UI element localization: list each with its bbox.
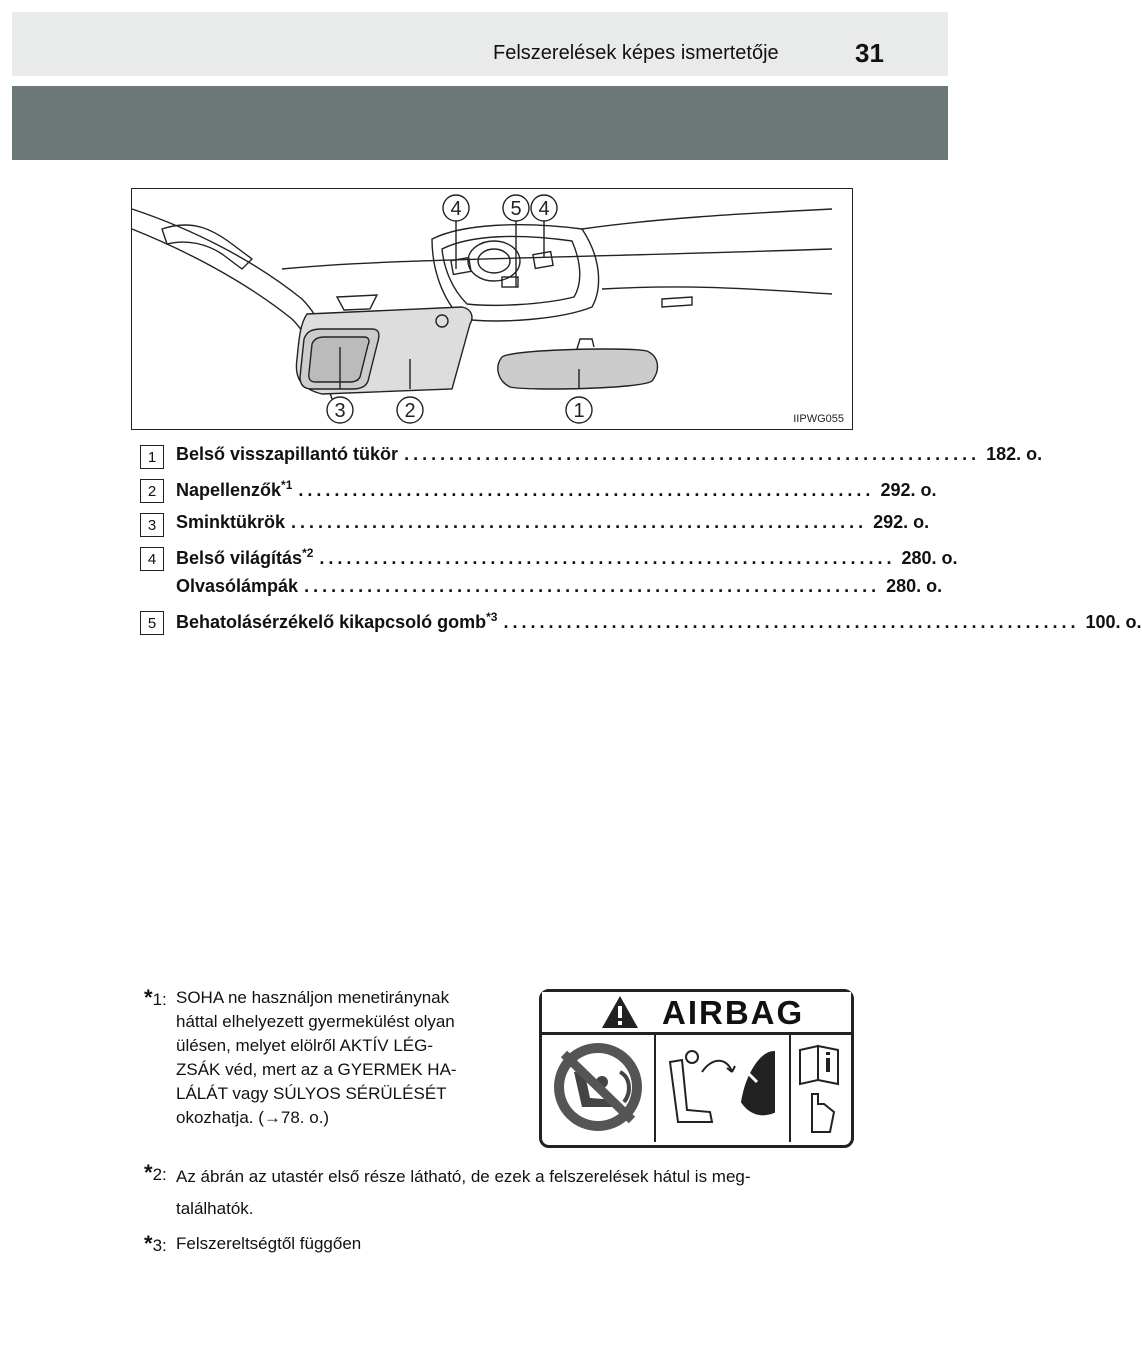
header-band	[12, 86, 948, 160]
item-page: 100. o.	[1085, 612, 1142, 632]
no-child-seat-icon	[554, 1043, 642, 1131]
list-item	[140, 572, 943, 606]
item-number: 5	[140, 611, 164, 635]
airbag-deploy-icon	[670, 1051, 774, 1122]
leader-dots: ................................................................	[503, 612, 1080, 632]
interior-drawing	[132, 189, 852, 429]
airbag-word: AIRBAG	[662, 994, 805, 1031]
callout-5: 5	[510, 198, 522, 220]
item-list	[140, 440, 1142, 640]
item-label: Sminktükrök	[176, 512, 286, 532]
figure-code: IIPWG055	[793, 413, 844, 425]
list-item	[140, 606, 1142, 640]
item-label: Napellenzők$^{*1}$	[176, 478, 293, 500]
list-item	[140, 440, 1043, 474]
header-bar	[12, 12, 948, 76]
footnote-ref: *3	[486, 610, 498, 624]
item-page: 280. o.	[886, 576, 943, 596]
item-page: 280. o.	[901, 548, 958, 568]
section-title: Felszerelések képes ismertetője	[493, 42, 779, 64]
leader-dots: ................................................................	[304, 576, 881, 596]
leader-dots: ................................................................	[319, 548, 896, 568]
list-item	[140, 542, 958, 576]
callout-3: 3	[334, 400, 346, 422]
leader-dots: ................................................................	[291, 512, 868, 532]
footnote-ref: *1	[281, 478, 293, 492]
list-item	[140, 474, 937, 508]
item-label: Belső világítás$^{*2}$	[176, 546, 314, 568]
list-item	[140, 508, 930, 542]
leader-dots: ................................................................	[404, 444, 981, 464]
airbag-pictograms	[542, 1032, 851, 1142]
page-number: 31	[855, 38, 884, 68]
footnote-ref: *2	[302, 546, 314, 560]
callout-4a: 4	[450, 198, 462, 220]
callout-4b: 4	[538, 198, 550, 220]
item-label: Behatolásérzékelő kikapcsoló gomb$^{*3}$	[176, 610, 498, 632]
warning-triangle-icon	[600, 994, 640, 1030]
item-number: 2	[140, 479, 164, 503]
item-label: Olvasólámpák	[176, 576, 299, 596]
item-page: 182. o.	[986, 444, 1043, 464]
leader-dots: ................................................................	[298, 480, 875, 500]
item-label: Belső visszapillantó tükör	[176, 444, 399, 464]
item-number: 4	[140, 547, 164, 571]
item-page: 292. o.	[880, 480, 937, 500]
interior-illustration	[131, 188, 853, 430]
item-number: 1	[140, 445, 164, 469]
callout-2: 2	[404, 400, 416, 422]
read-manual-icon	[800, 1046, 838, 1132]
airbag-warning-label	[539, 989, 854, 1148]
item-page: 292. o.	[873, 512, 930, 532]
item-number: 3	[140, 513, 164, 537]
callout-1: 1	[573, 400, 585, 422]
